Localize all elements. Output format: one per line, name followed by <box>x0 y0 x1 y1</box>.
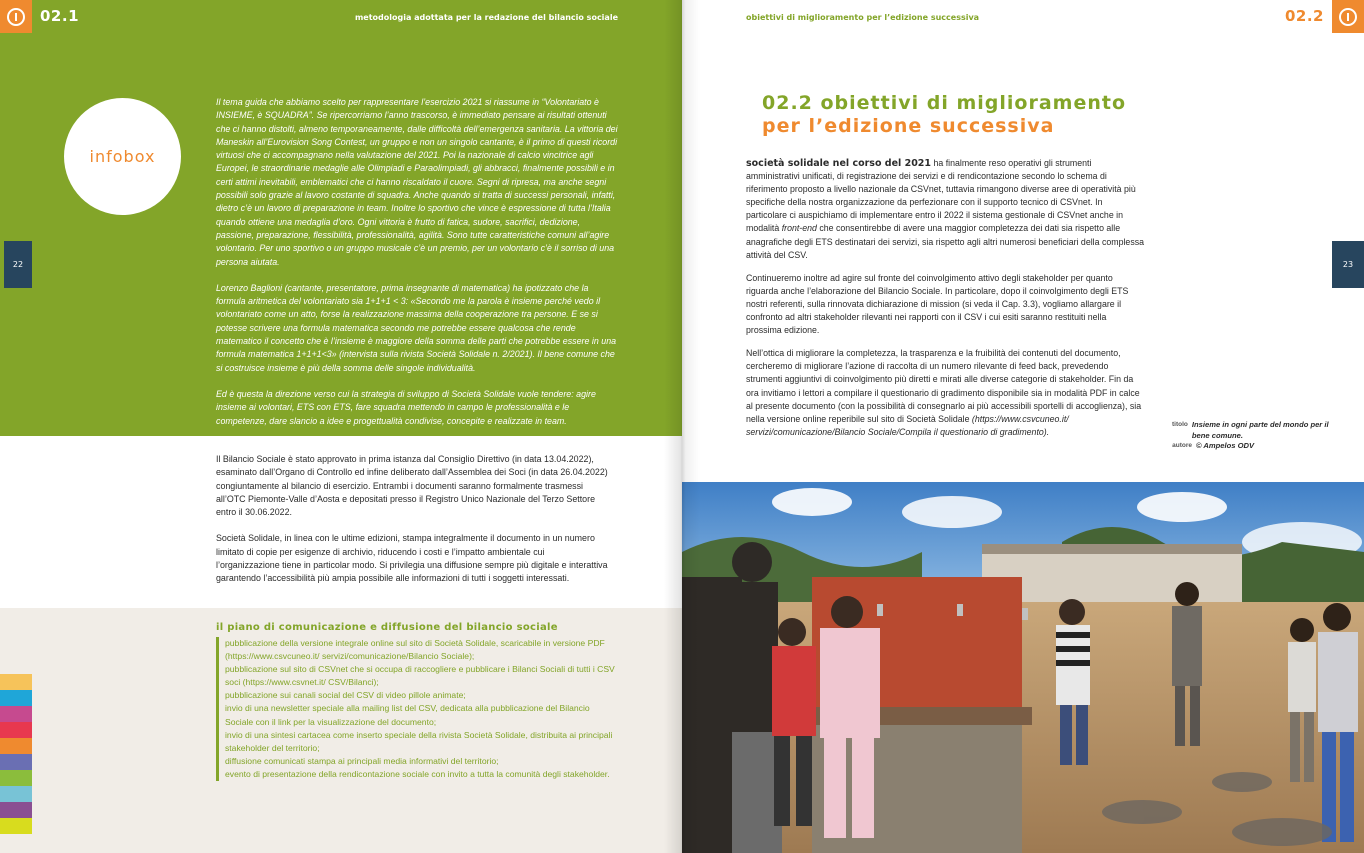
body-text <box>216 453 608 599</box>
right-page <box>682 0 1364 853</box>
color-swatch <box>0 738 32 754</box>
color-swatch <box>0 722 32 738</box>
info-icon <box>0 0 32 33</box>
caption-key: autore <box>1172 442 1192 450</box>
color-swatch <box>0 706 32 722</box>
text-emphasis: front-end <box>781 223 817 234</box>
section-number: 02.1 <box>40 7 80 25</box>
body-paragraph: Società Solidale, in linea con le ultime edizioni, stampa integralmente il documento in un numero limitato di copie per esigenze di archivio, riducendo i costi e l’impatto ambientale cui l’organizzazione tiene in particolar modo. Si privilegia una diffusione sempre più digitale e interattiva garantendo l’accessibilità più ampia possibile alle informazioni di tutti i soggetti interessati. <box>216 533 608 584</box>
infobox-badge <box>64 98 181 215</box>
body-paragraph: Il Bilancio Sociale è stato approvato in prima istanza dal Consiglio Direttivo (in data 13.04.2022), esaminato dall’Organo di Controllo ed infine deliberato dall’Assemblea dei Soci (in data 26.04.2022) congiuntamente al bilancio di esercizio. Entrambi i documenti saranno formalmente trasmessi all’OTC Piemonte-Valle d’Aosta e depositati presso il Registro Unico Nazionale del Terzo Settore entro il 30.06.2022. <box>216 454 608 518</box>
page-number-tab <box>1332 241 1364 288</box>
infobox-label: infobox <box>89 147 156 166</box>
text-run: ha finalmente reso operativi gli strumenti amministrativi unificati, di registrazione dei servizi e di rendicontazione secondo lo schema di riferimento proposto a livello nazionale da CSVnet, tuttavia rimangono diverse aree di operatività più specifiche della nostra organizzazione da perfezionare con il supporto tecnico di CSVnet. In particolare ci auspichiamo di implementare entro il 2022 il sistema gestionale di CSVnet anche in modalità <box>746 158 1136 234</box>
caption-title: Insieme in ogni parte del mondo per il bene comune. <box>1191 420 1329 440</box>
infobox-text <box>216 96 620 441</box>
children-at-water-fountain-photo <box>682 482 1364 853</box>
plan-list <box>216 637 616 781</box>
color-swatch <box>0 770 32 786</box>
link-text[interactable]: (https://www.csvcuneo.it/ servizi/comunicazione/Bilancio Sociale/Compila il questionario di gradimento). <box>746 413 1069 437</box>
caption-author: © Ampelos ODV <box>1196 441 1255 451</box>
plan-list-item: evento di presentazione della rendicontazione sociale con invito a tutta la comunità degli stakeholder. <box>216 768 616 781</box>
plan-list-item: pubblicazione della versione integrale online sul sito di Società Solidale, scaricabile in versione PDF (https://www.csvcuneo.it/ servizi/comunicazione/Bilancio Sociale); <box>216 637 616 663</box>
photo-caption <box>1172 420 1342 452</box>
color-swatch-strip <box>0 674 32 834</box>
body-paragraph <box>746 157 1144 262</box>
infobox-paragraph: Ed è questa la direzione verso cui la strategia di sviluppo di Società Solidale vuole tendere: agire insieme ai volontari, ETS con ETS, fare squadra mettendo in campo le professionalità e le competenze, dare slancio a idee e progettualità condivise, concepite e realizzate in team. <box>216 388 596 426</box>
infobox-paragraph: Il tema guida che abbiamo scelto per rappresentare l’esercizio 2021 si riassume in “Volontariato è INSIEME, è SQUADRA”. Se ripercorriamo l’anno trascorso, è immediato pensare ai risultati ottenuti che ci hanno distolti, almeno temporaneamente, dalle difficoltà dell’emergenza sanitaria. La vittoria dei Maneskin all’Eurovision Song Contest, un gruppo e non un singolo cantante, è il primo di questi ricordi virtuosi che ci accompagnano nella valutazione del 2021. Poi la nazionale di calcio vincitrice agli Europei, le straordinarie medaglie alle Olimpiadi e Paraolimpiadi, gli abbracci, finalmente possibili e in certi attimi inevitabili, emblematici che ci hanno riscaldato il cuore. Segni di ripresa, ma anche segni possibili solo grazie al lavoro costante di squadra. Anche quando si tratta di successi personali, infatti, dietro c’è un lavoro di preparazione in team. Inoltre lo sportivo che vince è espressione di tutta l’Italia quando ottiene una medaglia d’oro. Ogni vittoria è frutto di fatica, sudore, sacrifici, dedizione, passione, preparazione, flessibilità, professionalità, agilità. Sono tutte caratteristiche comuni all’agire volontario. Per uno sportivo o un gruppo musicale c’è un premio, per un volontario c’è il sorriso di una persona aiutata. <box>216 97 618 267</box>
text-run: che consentirebbe di avere una maggior completezza dei dati sia rispetto alle anagrafiche degli ETS destinatari dei servizi, sia rispetto agli altri numerosi beneficiari della complessa attività del CSV. <box>746 223 1145 260</box>
plan-list-item: diffusione comunicati stampa ai principali media informativi del territorio; <box>216 755 616 768</box>
section-title-line: per l’edizione successiva <box>762 115 1055 137</box>
color-swatch <box>0 818 32 834</box>
page-number: 23 <box>1342 260 1354 269</box>
page-number: 22 <box>12 260 24 269</box>
plan-list-item: pubblicazione sul sito di CSVnet che si occupa di raccogliere e pubblicare i Bilanci Sociali di tutti i CSV soci (https://www.csvnet.it/ CSV/Bilanci); <box>216 663 616 689</box>
section-title-line: 02.2 obiettivi di miglioramento <box>762 92 1126 114</box>
color-swatch <box>0 690 32 706</box>
plan-title: il piano di comunicazione e diffusione del bilancio sociale <box>216 622 558 633</box>
caption-key: titolo <box>1172 421 1188 428</box>
section-number: 02.2 <box>1284 7 1324 25</box>
body-paragraph: Continueremo inoltre ad agire sul fronte del coinvolgimento attivo degli stakeholder per quanto riguarda anche l’elaborazione del Bilancio Sociale. In particolare, dopo il coinvolgimento degli ETS nostri referenti, sulla rinnovata dichiarazione di mission (si veda il Cap. 3.3), vogliamo allargare il confronto ad altri stakeholder rilevanti nei rapporti con il CSV i cui esiti saranno restituiti nella prossima edizione. <box>746 272 1129 336</box>
color-swatch <box>0 754 32 770</box>
infobox-paragraph: Lorenzo Baglioni (cantante, presentatore, prima insegnante di matematica) ha ipotizzato che la formula aritmetica del volontariato sia 1+1+1 < 3: «Secondo me la parola è insieme perché vedo il volontariato come un atto, forse la realizzazione massima della cooperazione tra persone. E se si potesse scrivere una formula matematica secondo me potrebbe essere qualcosa che rende matematico il concetto che è l’insieme è maggiore della somma delle parti che potrebbe essere in una formula matematica 1+1+1<3» (intervista sulla rivista Società Solidale n. 2/2021). Il bene comune che si costruisce insieme è più della somma delle singole individualità. <box>216 282 617 373</box>
plan-list-item: invio di una sintesi cartacea come inserto speciale della rivista Società Solidale, distribuita ai principali stakeholder del territorio; <box>216 729 616 755</box>
body-text <box>746 157 1144 449</box>
info-icon <box>1332 0 1364 33</box>
running-head: obiettivi di miglioramento per l’edizione successiva <box>746 13 980 22</box>
color-swatch <box>0 786 32 802</box>
color-swatch <box>0 674 32 690</box>
text-run: Nell’ottica di migliorare la completezza, la trasparenza e la fruibilità dei contenuti del documento, cercheremo di migliorare l’azione di raccolta di un numero rilevante di feed back, prevedendo strumenti aggiuntivi di coinvolgimento più diretti e mirati alle diverse categorie di stakeholder. Fin da ora invitiamo i lettori a compilare il questionario di gradimento disponibile sia in modalità PDF in calce al presente documento (con la possibilità di consegnarlo ai più accessibili sportelli di accoglienza), sia nella versione online reperibile sul sito di Società Solidale <box>746 348 1142 424</box>
plan-list-item: invio di una newsletter speciale alla mailing list del CSV, dedicata alla pubblicazione del Bilancio Sociale con il link per la visualizzazione del documento; <box>216 702 616 728</box>
lead-in: società solidale nel corso del 2021 <box>746 158 932 169</box>
section-title <box>762 92 1126 138</box>
page-number-tab <box>4 241 32 288</box>
body-paragraph <box>746 347 1144 439</box>
running-head: metodologia adottata per la redazione del bilancio sociale <box>354 13 618 22</box>
color-swatch <box>0 802 32 818</box>
plan-list-item: pubblicazione sui canali social del CSV di video pillole animate; <box>216 689 616 702</box>
